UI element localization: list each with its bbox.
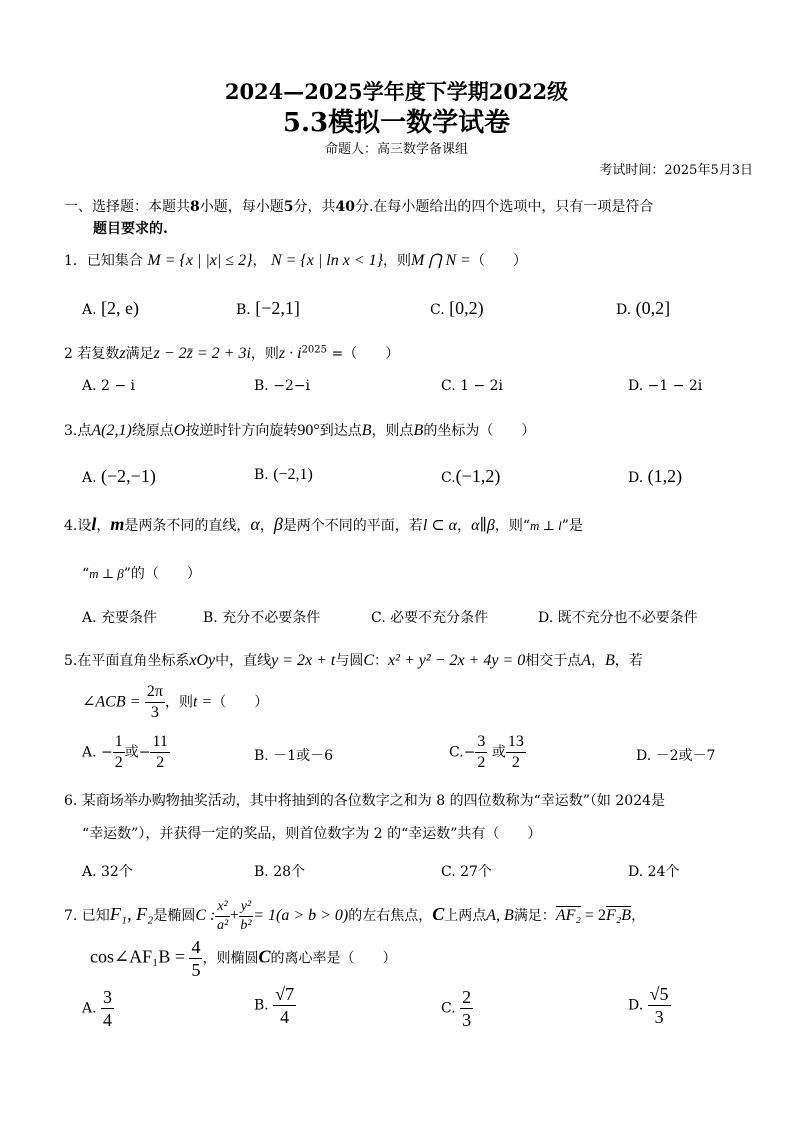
q7-opt-d-den: 3 (654, 1007, 664, 1027)
q4-cond1: l ⊂ α (422, 517, 458, 534)
q7-cos-den: 5 (191, 960, 201, 980)
q5-t: t = (192, 693, 213, 711)
q7-opt-b-frac (273, 985, 296, 1026)
q5-circle-eq: x² + y² − 2x + 4y = 0 (388, 652, 526, 669)
q7-stem-g: ，则椭圆 (202, 950, 259, 967)
q3-opt-b-label: B. (254, 467, 269, 483)
q7-b2: b² (240, 917, 252, 933)
q4-option-d: D. 既不充分也不必要条件 (538, 610, 698, 626)
q5-stem-d: 相交于点 (525, 653, 582, 669)
q7-stem-h: 的离心率是（ ） (270, 950, 397, 967)
q3-option-d (628, 466, 682, 487)
question-3-stem (64, 420, 535, 440)
q1-opt-a-value: [2, e) (101, 298, 139, 318)
q7-opt-c-label: C. (441, 1000, 456, 1017)
q5-opt-a-den1: 2 (114, 754, 123, 771)
q7-vec2: F₂B (605, 907, 632, 924)
q7-cos-frac (189, 938, 202, 979)
q1-option-b (236, 298, 300, 319)
q1-option-c (430, 298, 484, 319)
q3-stem-e: ，则点 (371, 423, 414, 439)
q1-opt-d-label: D. (616, 302, 632, 318)
q3-point-b-ref: B (413, 422, 424, 439)
q7-opt-d-frac (648, 985, 671, 1026)
q6-option-d: D. 24个 (628, 864, 680, 880)
q7-opt-a-label: A. (82, 1000, 97, 1017)
q7-a2: a² (216, 917, 229, 933)
q3-opt-c-value: (−1,2) (455, 466, 501, 486)
q5-opt-a-frac2 (150, 734, 169, 771)
q5-stem-f: ，则 (164, 694, 193, 711)
q7-cos-lhs: cos∠AF₁B = (90, 946, 186, 967)
question-1-stem (64, 250, 527, 270)
q5-opt-a-num2: 11 (150, 734, 169, 753)
q4-beta: β (273, 514, 283, 534)
q1-expr: M ⋂ N = (411, 252, 471, 269)
q3-opt-a-label: A. (82, 470, 97, 486)
q3-point-b: B (361, 422, 372, 439)
q7-opt-b-den: 4 (280, 1007, 290, 1027)
q5-opt-a-den2: 2 (156, 754, 165, 771)
question-5-stem: 5.在平面直角坐标系xOy中，直线y = 2x + t与圆C：x² + y² − 2x + 4y = 0相交于点A，B，若 (64, 652, 643, 669)
exam-title-line1: 2024—2025学年度下学期2022级 (224, 79, 569, 104)
q3-opt-d-value: (1,2) (647, 466, 683, 486)
q6-option-a: A. 32个 (82, 864, 133, 880)
q7-opt-a-den: 4 (103, 1010, 113, 1030)
q4-cond2: α∥β (471, 517, 495, 534)
q5-opt-c-frac2 (506, 734, 526, 771)
q5-opt-c-num1: 3 (475, 734, 487, 753)
q3-stem-d: 到达点 (319, 423, 362, 439)
q5-opt-c-frac1 (475, 734, 487, 771)
q3-stem-a: 3.点 (64, 423, 92, 439)
q5-option-c (449, 734, 526, 771)
q4-stem-g: ”的（ ） (123, 566, 201, 582)
q3-option-c (441, 466, 500, 487)
q1-opt-b-value: [−2,1] (255, 298, 300, 318)
q7-stem-b: 是椭圆 (153, 908, 196, 924)
q2-var: z (119, 345, 126, 362)
q6-option-b: B. 28个 (254, 864, 306, 880)
exam-time: 考试时间：2025年5月3日 (599, 163, 753, 178)
q7-cc: C (432, 904, 445, 924)
question-2-stem (64, 343, 399, 363)
section-points-each: 5 (283, 199, 294, 215)
q5-circle-name: C (363, 652, 375, 669)
q7-opt-c-den: 3 (462, 1010, 472, 1030)
q3-point-a: A(2,1) (91, 422, 132, 439)
q5-stem-b: 中，直线 (215, 653, 272, 669)
q4-stem-a: 4.设 (64, 518, 92, 534)
q5-angle-num: 2π (145, 684, 165, 703)
q5-option-b: B. －1或－6 (254, 748, 334, 764)
q7-opt-c-num: 2 (462, 987, 472, 1007)
q2-stem-b: 满足 (125, 346, 154, 362)
q3-option-b (254, 466, 313, 484)
q5-angle-lhs: ∠ACB = (82, 693, 141, 711)
q3-opt-c-label: C. (441, 470, 456, 486)
q7-foci: F₁, F₂ (109, 904, 154, 924)
q7-stem-c: 的左右焦点， (348, 908, 433, 924)
q5-pa: A (581, 652, 592, 669)
q4-stem-c: 是两个不同的平面，若 (282, 518, 423, 534)
question-6-stem-line2: “幸运数”），并获得一定的奖品，则首位数字为 2 的“幸运数”共有（ ） (82, 826, 542, 842)
q5-line: y = 2x + t (271, 652, 336, 669)
section-intro-e: 题目要求的. (93, 221, 168, 237)
q7-opt-c-frac (460, 988, 473, 1029)
section-intro-b: 小题，每小题 (199, 199, 284, 215)
q4-comma-2: ， (259, 518, 274, 534)
q3-stem-c: 按逆时针方向旋转 (185, 423, 298, 439)
q4-m: m (110, 514, 125, 534)
q1-option-a (82, 298, 139, 319)
q7-ellipse-rest: = 1(a > b > 0) (253, 907, 349, 924)
q7-eq2: = 2 (580, 907, 606, 924)
question-7-stem-line2 (90, 938, 397, 979)
section-count: 8 (190, 199, 200, 215)
q7-option-d (628, 985, 671, 1026)
q7-cc-ref: C (258, 946, 271, 967)
q1-option-d (616, 298, 670, 319)
q2-option-a: A. 2 − i (82, 378, 136, 394)
q4-alpha: α (250, 514, 260, 534)
q1-opt-c-value: [0,2) (449, 298, 484, 318)
q5-opt-c-den2: 2 (511, 754, 520, 771)
q7-stem-e: 满足： (513, 908, 556, 924)
q7-x2: x² (215, 900, 229, 917)
q5-pb: B (605, 652, 615, 669)
q7-opt-a-frac (101, 988, 114, 1029)
q4-stem-b: 是两条不同的直线， (124, 518, 251, 534)
q5-option-d: D. －2或－7 (636, 748, 716, 764)
section-instructions (64, 196, 764, 240)
q4-stem-e: ”是 (561, 518, 583, 534)
q3-opt-b-value: (−2,1) (273, 466, 313, 483)
q5-opt-c-mid: 或 (491, 744, 506, 761)
q5-opt-a-mid: 或− (124, 744, 151, 761)
q7-opt-d-num: √5 (649, 984, 669, 1004)
q1-set-n: N = {x | ln x < 1} (270, 252, 384, 269)
q2-stem-d: =（ ） (327, 346, 400, 362)
q3-stem-f: 的坐标为（ ） (423, 423, 536, 439)
q1-opt-a-label: A. (82, 302, 97, 318)
q7-ab: A, B (486, 907, 514, 924)
q2-exp: 2025 (301, 344, 328, 356)
q4-option-a: A. 充要条件 (82, 610, 158, 626)
q7-opt-b-label: B. (254, 997, 269, 1014)
exam-author: 命题人：高三数学备课组 (324, 142, 468, 157)
q1-stem-a: 1．已知集合 (64, 253, 143, 269)
q5-stem-g: （ ） (212, 694, 269, 711)
q5-angle-frac (145, 684, 165, 721)
q2-stem-c: ，则 (250, 346, 279, 362)
question-4-stem-line2 (82, 563, 201, 583)
section-intro-a: 一、选择题：本题共 (64, 199, 190, 215)
q7-option-b (254, 985, 296, 1026)
q3-stem-b: 绕原点 (131, 423, 174, 439)
exam-title-line2: 5.3模拟一数学试卷 (282, 108, 511, 138)
q1-opt-b-label: B. (236, 302, 251, 318)
q5-stem-c: 与圆 (335, 653, 364, 669)
q1-set-m: M = {x | |x| ≤ 2} (147, 252, 253, 269)
q5-opt-a-frac1 (113, 734, 125, 771)
q4-rel2: m ⊥ β (89, 566, 124, 581)
q1-sep: ， (252, 253, 267, 269)
q5-option-a: A. − $\frac{1}{2}$ 或− $\frac{11}{2}$ (82, 733, 168, 771)
q3-origin: O (173, 422, 186, 439)
section-intro-c: 分，共 (293, 199, 336, 215)
q4-comma: ， (96, 518, 111, 534)
q7-cos-num: 4 (191, 937, 201, 957)
q2-option-d: D. −1 − 2i (628, 378, 703, 394)
q3-opt-d-label: D. (628, 470, 644, 486)
q4-stem-d: ，则“ (494, 518, 530, 534)
q7-stem-f: ， (631, 908, 646, 924)
q2-expr: z · i (278, 345, 302, 362)
q4-rel1: m ⊥ l (530, 518, 562, 533)
q5-stem-a: 5.在平面直角坐标系 (64, 653, 190, 669)
q5-opt-c-den1: 2 (477, 754, 486, 771)
q5-stem-e: ，若 (614, 653, 643, 669)
q7-vec1: AF₂ (555, 907, 581, 924)
q1-opt-d-value: (0,2] (635, 298, 671, 318)
q5-opt-a-label: A. (82, 744, 97, 761)
question-4-stem (64, 514, 583, 535)
q7-frac-y (239, 900, 253, 933)
question-7-stem: 7. 已知F₁, F₂是椭圆C : $\frac{\text{x²}}{\text{a²}}$ + $\frac{\text{y²}}{\text{b²}}$ = 1(a > b > 0)的左右焦点，C上两点A, B满足：AF₂ = 2F₂B， (64, 898, 646, 933)
q5-opt-c-label: C.− (449, 744, 476, 761)
q7-frac-x (215, 900, 229, 933)
section-points-total: 40 (335, 199, 355, 215)
q3-angle: 90° (297, 422, 320, 439)
q5-opt-a-num1: 1 (113, 734, 125, 753)
q4-option-b: B. 充分不必要条件 (203, 610, 321, 626)
q1-opt-c-label: C. (430, 302, 445, 318)
q7-option-a (82, 988, 114, 1029)
q7-ellipse-c: C : (195, 907, 216, 924)
q4-l: l (91, 514, 97, 534)
q2-option-b: B. −2−i (254, 378, 311, 394)
q7-opt-a-num: 3 (103, 987, 113, 1007)
question-5-stem-line2 (82, 684, 268, 721)
q6-option-c: C. 27个 (441, 864, 492, 880)
q4-comma-3: ， (457, 518, 472, 534)
q2-option-c: C. 1 − 2i (441, 378, 504, 394)
q3-opt-a-value: (−2,−1) (101, 466, 156, 486)
q4-option-c: C. 必要不充分条件 (371, 610, 489, 626)
q2-equation: z − 2z̄ = 2 + 3i (153, 345, 251, 362)
q5-opt-c-num2: 13 (506, 734, 526, 753)
q4-stem-f: “ (82, 566, 90, 582)
q3-option-a (82, 466, 156, 487)
q7-y2: y² (239, 900, 253, 917)
q5-colon: ： (374, 653, 389, 669)
section-intro-d: 分.在每小题给出的四个选项中，只有一项是符合 (354, 199, 654, 215)
q5-system: xOy (189, 652, 216, 669)
q7-stem-a: 7. 已知 (64, 908, 110, 924)
q5-angle-den: 3 (150, 704, 159, 721)
q1-paren: （ ） (470, 253, 527, 269)
q1-stem-b: ，则 (383, 253, 412, 269)
q7-stem-d: 上两点 (444, 908, 487, 924)
question-6-stem: 6. 某商场举办购物抽奖活动，其中将抽到的各位数字之和为 8 的四位数称为“幸运数”（如 2024是 (64, 793, 666, 809)
q2-stem-a: 2 若复数 (64, 346, 120, 362)
q7-option-c (441, 988, 473, 1029)
q7-opt-b-num: √7 (275, 984, 295, 1004)
q7-opt-d-label: D. (628, 997, 644, 1014)
